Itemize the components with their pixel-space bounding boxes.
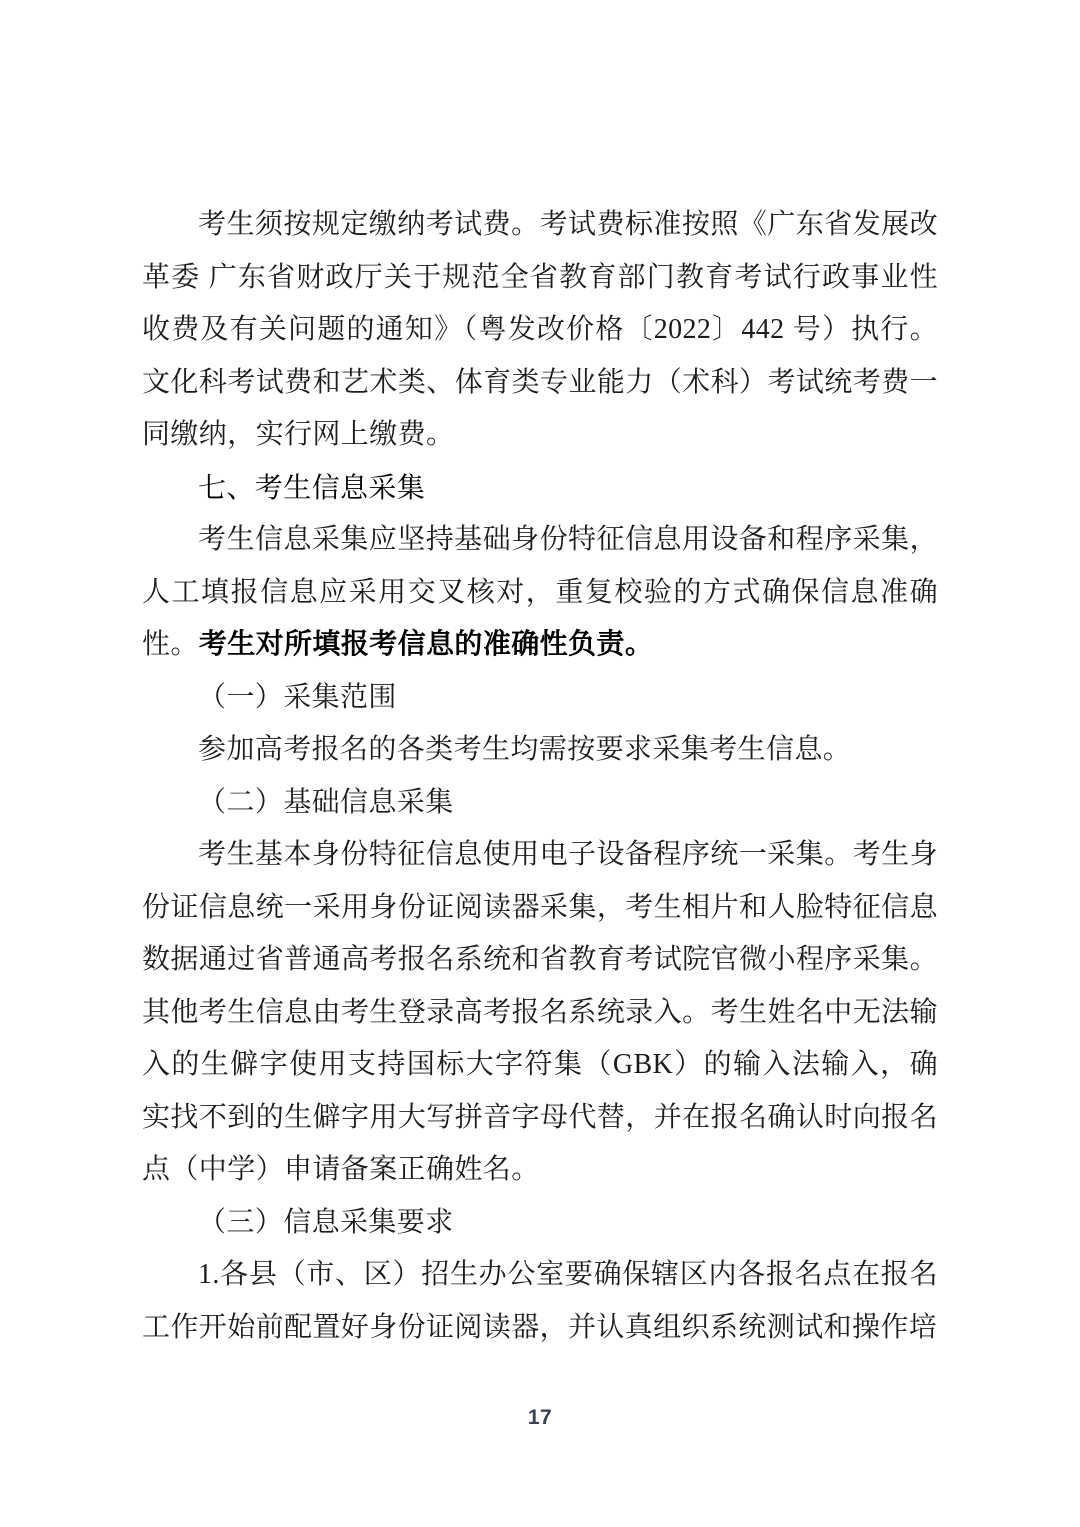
section-heading-7-candidate-info-collection: 七、考生信息采集 xyxy=(198,471,426,503)
paragraph-requirements-item1: 1.各县（市、区）招生办公室要确保辖区内各报名点在报名工作开始前配置好身份证阅读器，并认真组织系统测试和操作培 xyxy=(142,1259,938,1343)
paragraph-exam-fee: 考生须按规定缴纳考试费。考试费标准按照《广东省发展改革委 广东省财政厅关于规范全省教育部门教育考试行政事业性收费及有关问题的通知》（粤发改价格〔2022〕442 号）执行。文化科考试费和艺术类、体育类专业能力（术科）考试统考费一同缴纳，实行网上缴费。 xyxy=(142,209,938,450)
paragraph-basic-info-collection: 考生基本身份特征信息使用电子设备程序统一采集。考生身份证信息统一采用身份证阅读器采集，考生相片和人脸特征信息数据通过省普通高考报名系统和省教育考试院官微小程序采集。其他考生信息由考生登录高考报名系统录入。考生姓名中无法输入的生僻字使用支持国标大字符集（GBK）的输入法输入，确实找不到的生僻字用大写拼音字母代替，并在报名确认时向报名点（中学）申请备案正确姓名。 xyxy=(142,839,938,1185)
subheading-2-basic-info-collection: （二）基础信息采集 xyxy=(198,786,454,818)
subheading-1-collection-scope: （一）采集范围 xyxy=(198,681,397,713)
paragraph-collection-scope: 参加高考报名的各类考生均需按要求采集考生信息。 xyxy=(198,734,852,765)
document-content xyxy=(142,199,938,1354)
page-number: 17 xyxy=(527,1406,553,1429)
paragraph-info-collection-intro-bold: 考生对所填报考信息的准确性负责。 xyxy=(198,629,654,660)
paragraph-info-collection-intro xyxy=(142,514,938,672)
subheading-3-info-collection-requirements: （三）信息采集要求 xyxy=(198,1206,454,1238)
paragraph-info-collection-intro-normal: 考生信息采集应坚持基础身份特征信息用设备和程序采集，人工填报信息应采用交叉核对，重复校验的方式确保信息准确性。 xyxy=(142,524,938,660)
